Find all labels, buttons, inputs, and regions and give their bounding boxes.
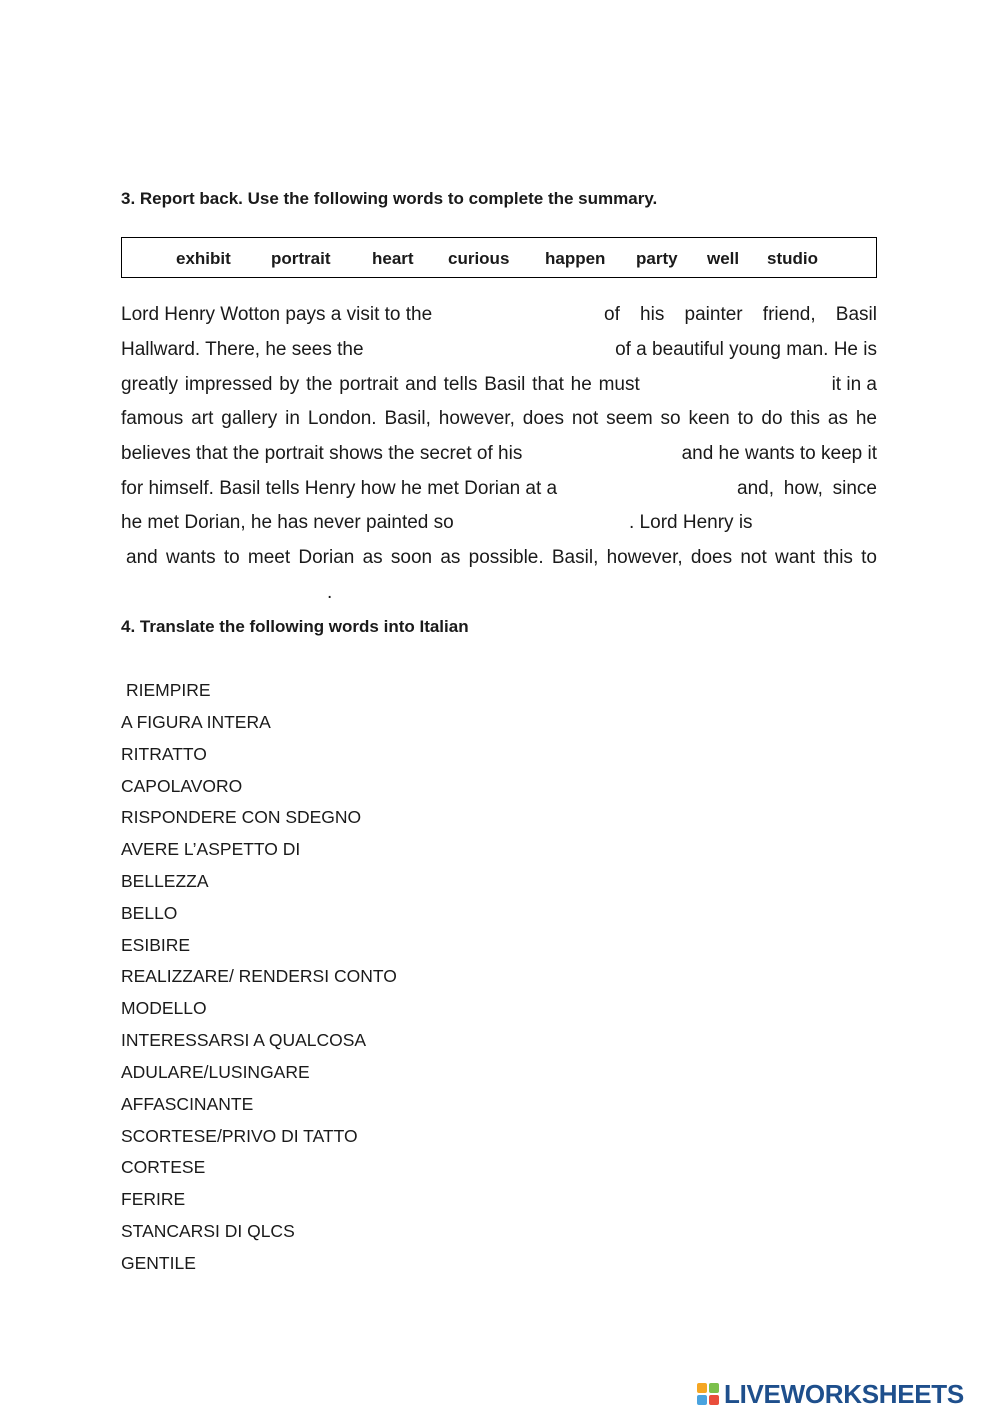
vocab-item: RITRATTO — [121, 744, 207, 764]
summary-line-9 — [121, 581, 877, 605]
liveworksheets-logo[interactable] — [697, 1378, 964, 1409]
summary-text: . Lord Henry is — [629, 512, 753, 533]
summary-line-5 — [121, 442, 877, 466]
vocab-item: FERIRE — [121, 1189, 186, 1209]
exercise-3-heading: 3. Report back. Use the following words to complete the summary. — [121, 189, 658, 208]
vocab-item: BELLEZZA — [121, 871, 209, 891]
summary-text: of a beautiful young man. He is — [615, 339, 877, 360]
blank-answer-field[interactable] — [396, 338, 586, 362]
vocab-item: CORTESE — [121, 1157, 206, 1177]
vocab-item: RIEMPIRE — [126, 680, 211, 700]
word-bank-item: portrait — [271, 249, 331, 268]
blank-answer-field[interactable] — [483, 511, 623, 535]
vocab-item: A FIGURA INTERA — [121, 712, 271, 732]
summary-text: he met Dorian, he has never painted so — [121, 512, 454, 533]
vocab-item: AFFASCINANTE — [121, 1094, 254, 1114]
summary-line-7 — [121, 511, 877, 535]
vocab-item: ADULARE/LUSINGARE — [121, 1062, 310, 1082]
word-bank-item: party — [636, 249, 678, 268]
summary-text: . — [327, 582, 333, 603]
vocab-item: SCORTESE/PRIVO DI TATTO — [121, 1126, 358, 1146]
word-bank-item: exhibit — [176, 249, 231, 268]
blank-answer-field[interactable] — [566, 442, 666, 466]
vocab-item: STANCARSI DI QLCS — [121, 1221, 295, 1241]
summary-line-3 — [121, 373, 877, 397]
liveworksheets-logo-icon — [697, 1383, 721, 1405]
summary-line-8: and wants to meet Dorian as soon as possible. Basil, however, does not want this to — [126, 547, 877, 568]
blank-answer-field[interactable] — [461, 303, 591, 327]
blank-answer-field[interactable] — [121, 581, 321, 605]
vocab-item: REALIZZARE/ RENDERSI CONTO — [121, 966, 397, 986]
summary-text: of his painter friend, Basil — [604, 304, 877, 325]
summary-line-4: famous art gallery in London. Basil, however, does not seem so keen to do this as he — [121, 408, 877, 429]
blank-answer-field[interactable] — [606, 477, 731, 501]
vocab-item: ESIBIRE — [121, 935, 191, 955]
word-bank-item: curious — [448, 249, 510, 268]
summary-line-1 — [121, 303, 877, 327]
vocab-item: AVERE L’ASPETTO DI — [121, 839, 301, 859]
vocab-item: MODELLO — [121, 998, 207, 1018]
word-bank — [121, 237, 877, 278]
vocab-item: CAPOLAVORO — [121, 776, 243, 796]
blank-answer-field[interactable] — [687, 373, 817, 397]
summary-text: for himself. Basil tells Henry how he met Dorian at a — [121, 478, 558, 499]
word-bank-item: studio — [767, 249, 818, 268]
summary-text: and he wants to keep it — [681, 443, 877, 464]
vocab-item: BELLO — [121, 903, 178, 923]
word-bank-item: well — [707, 249, 740, 268]
exercise-4-heading: 4. Translate the following words into Italian — [121, 617, 469, 636]
vocab-item: RISPONDERE CON SDEGNO — [121, 807, 362, 827]
summary-text: Lord Henry Wotton pays a visit to the — [121, 304, 433, 325]
word-bank-item: heart — [372, 249, 414, 268]
summary-line-6 — [121, 477, 877, 501]
summary-text: greatly impressed by the portrait and tells Basil that he must — [121, 374, 640, 395]
vocab-item: INTERESSARSI A QUALCOSA — [121, 1030, 367, 1050]
vocab-item: GENTILE — [121, 1253, 196, 1273]
summary-text: and, how, since — [737, 478, 877, 499]
blank-answer-field[interactable] — [771, 511, 871, 535]
summary-text: it in a — [831, 374, 877, 395]
summary-text: Hallward. There, he sees the — [121, 339, 364, 360]
logo-text: LIVEWORKSHEETS — [724, 1378, 964, 1409]
word-bank-item: happen — [545, 249, 606, 268]
summary-line-2 — [121, 338, 877, 362]
summary-text: believes that the portrait shows the secret of his — [121, 443, 523, 464]
